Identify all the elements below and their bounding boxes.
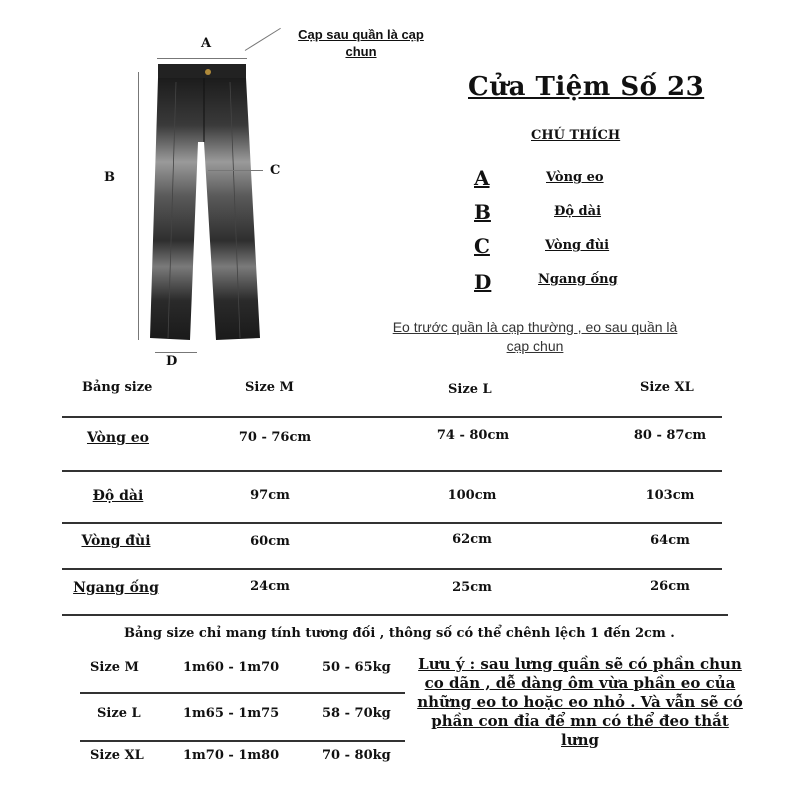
row-label-leg-opening: Ngang ống	[73, 580, 159, 596]
fit-weight-l: 58 - 70kg	[322, 706, 391, 721]
row-label-thigh: Vòng đùi	[81, 533, 151, 549]
cell-waist-l: 74 - 80cm	[436, 428, 510, 443]
cell-thigh-l: 62cm	[452, 532, 492, 547]
legend-text-b: Độ dài	[554, 204, 602, 219]
cell-waist-m: 70 - 76cm	[238, 430, 312, 445]
legend-letter-d: D	[474, 270, 492, 294]
waist-note	[286, 26, 436, 60]
cell-length-xl: 103cm	[645, 488, 695, 503]
size-disclaimer: Bảng size chỉ mang tính tương đối , thông số có thể chênh lệch 1 đến 2cm .	[124, 626, 675, 641]
waist-note-line1: Cạp sau quần là cạp	[298, 27, 424, 42]
dimension-line-d	[155, 352, 197, 353]
fit-divider	[80, 692, 405, 694]
legend-letter-a: A	[474, 166, 490, 190]
label-c: C	[270, 163, 281, 178]
fit-divider	[80, 740, 405, 742]
label-d: D	[166, 354, 178, 369]
cell-length-m: 97cm	[250, 488, 290, 503]
table-divider	[62, 416, 722, 418]
cell-length-l: 100cm	[447, 488, 497, 503]
column-header-m: Size M	[245, 380, 294, 395]
label-b: B	[104, 170, 115, 185]
cell-thigh-m: 60cm	[250, 534, 290, 549]
waist-info-note	[380, 318, 690, 356]
cell-thigh-xl: 64cm	[650, 533, 690, 548]
shop-title: Cửa Tiệm Số 23	[468, 72, 705, 102]
care-note	[415, 655, 745, 750]
row-label-length: Độ dài	[92, 488, 144, 504]
dimension-line-c	[208, 170, 263, 171]
waist-note-line2: chun	[345, 44, 377, 59]
table-divider	[62, 568, 722, 570]
care-note-line2: co dãn , dễ dàng ôm vừa phần eo của	[424, 674, 736, 692]
table-corner: Bảng size	[82, 380, 153, 395]
legend-letter-b: B	[474, 200, 491, 224]
row-label-waist: Vòng eo	[86, 430, 149, 446]
fit-size-m: Size M	[90, 660, 139, 675]
care-note-line5: lưng	[561, 731, 599, 749]
column-header-l: Size L	[448, 382, 492, 397]
fit-height-l: 1m65 - 1m75	[183, 706, 280, 721]
care-note-line3: những eo to hoặc eo nhỏ . Và vẫn sẽ có	[417, 693, 743, 711]
column-header-xl: Size XL	[640, 380, 694, 395]
care-note-line1: Lưu ý : sau lưng quần sẽ có phần chun	[418, 655, 742, 673]
care-note-line4: phần con đỉa để mn có thể đeo thắt	[431, 712, 729, 730]
legend-title: CHÚ THÍCH	[531, 128, 621, 143]
fit-size-l: Size L	[97, 706, 141, 721]
dimension-line-a	[157, 58, 247, 59]
legend-text-c: Vòng đùi	[545, 238, 610, 253]
fit-weight-xl: 70 - 80kg	[322, 748, 391, 763]
fit-height-xl: 1m70 - 1m80	[183, 748, 280, 763]
fit-size-xl: Size XL	[90, 748, 144, 763]
table-divider	[62, 614, 728, 616]
label-a: A	[201, 36, 212, 51]
cell-leg-m: 24cm	[250, 579, 290, 594]
legend-text-a: Vòng eo	[546, 170, 604, 185]
table-divider	[62, 522, 722, 524]
dimension-line-b	[138, 72, 139, 340]
cell-leg-xl: 26cm	[650, 579, 690, 594]
waist-info-line2: cạp chun	[506, 338, 564, 354]
cell-leg-l: 25cm	[452, 580, 492, 595]
fit-height-m: 1m60 - 1m70	[183, 660, 280, 675]
fit-weight-m: 50 - 65kg	[322, 660, 391, 675]
pointer-line	[245, 28, 281, 51]
legend-text-d: Ngang ống	[538, 272, 618, 287]
legend-letter-c: C	[474, 234, 490, 258]
table-divider	[62, 470, 722, 472]
cell-waist-xl: 80 - 87cm	[633, 428, 707, 443]
waist-info-line1: Eo trước quần là cạp thường , eo sau quần là	[392, 319, 678, 335]
jeans-image	[150, 62, 270, 342]
